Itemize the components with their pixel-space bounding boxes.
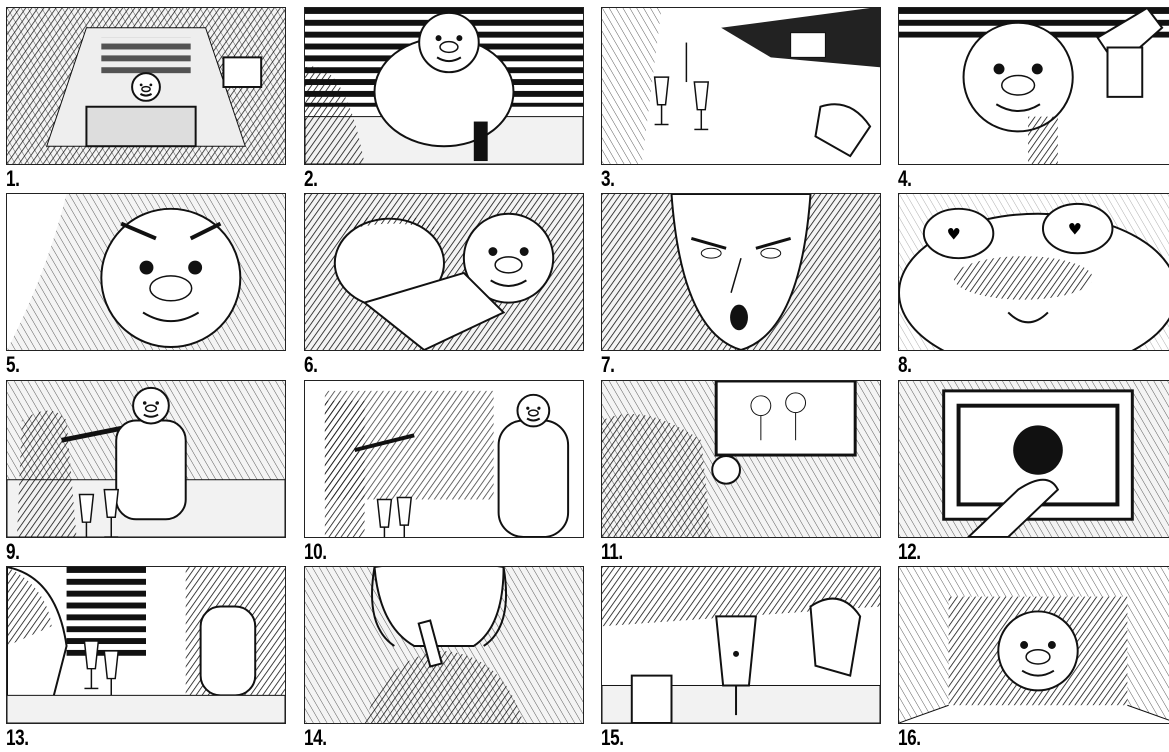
panel-illustration xyxy=(304,380,584,538)
sketch-illustration xyxy=(7,381,285,537)
panel-number: 5. xyxy=(6,352,20,377)
sketch-illustration xyxy=(899,381,1169,537)
sketch-illustration xyxy=(305,381,583,537)
sketch-illustration xyxy=(602,8,880,164)
panel-number: 15. xyxy=(601,725,624,750)
panel-number: 7. xyxy=(601,352,615,377)
panel-number: 4. xyxy=(898,166,912,191)
panel-number: 13. xyxy=(6,725,29,750)
panel-number: 2. xyxy=(304,166,318,191)
panel-number: 16. xyxy=(898,725,921,750)
panel-illustration xyxy=(6,193,286,351)
panel-illustration xyxy=(304,193,584,351)
sketch-illustration xyxy=(602,381,880,537)
sketch-illustration xyxy=(7,567,285,723)
svg-text:♥: ♥ xyxy=(946,224,961,244)
panel-illustration xyxy=(898,7,1169,165)
sketch-illustration xyxy=(7,194,285,350)
panel-number: 12. xyxy=(898,539,921,564)
panel-illustration xyxy=(6,566,286,724)
sketch-illustration xyxy=(899,8,1169,164)
panel-illustration xyxy=(601,7,881,165)
panel-illustration xyxy=(304,566,584,724)
panel-illustration xyxy=(304,7,584,165)
panel-illustration xyxy=(898,566,1169,724)
sketch-illustration xyxy=(305,567,583,723)
sketch-illustration xyxy=(305,194,583,350)
panel-number: 11. xyxy=(601,539,623,564)
sketch-illustration xyxy=(602,194,880,350)
panel-illustration xyxy=(601,380,881,538)
sketch-illustration xyxy=(305,8,583,164)
panel-number: 14. xyxy=(304,725,327,750)
panel-number: 10. xyxy=(304,539,327,564)
panel-number: 3. xyxy=(601,166,615,191)
svg-text:♥: ♥ xyxy=(1067,219,1083,239)
sketch-illustration xyxy=(7,8,285,164)
panel-number: 8. xyxy=(898,352,912,377)
sketch-illustration xyxy=(899,194,1169,350)
panel-illustration xyxy=(6,7,286,165)
panel-illustration xyxy=(601,193,881,351)
panel-illustration xyxy=(601,566,881,724)
panel-illustration xyxy=(6,380,286,538)
panel-illustration xyxy=(898,193,1169,351)
panel-number: 9. xyxy=(6,539,20,564)
panel-number: 6. xyxy=(304,352,318,377)
sketch-illustration xyxy=(899,567,1169,723)
sketch-illustration xyxy=(602,567,880,723)
panel-illustration xyxy=(898,380,1169,538)
panel-number: 1. xyxy=(6,166,20,191)
